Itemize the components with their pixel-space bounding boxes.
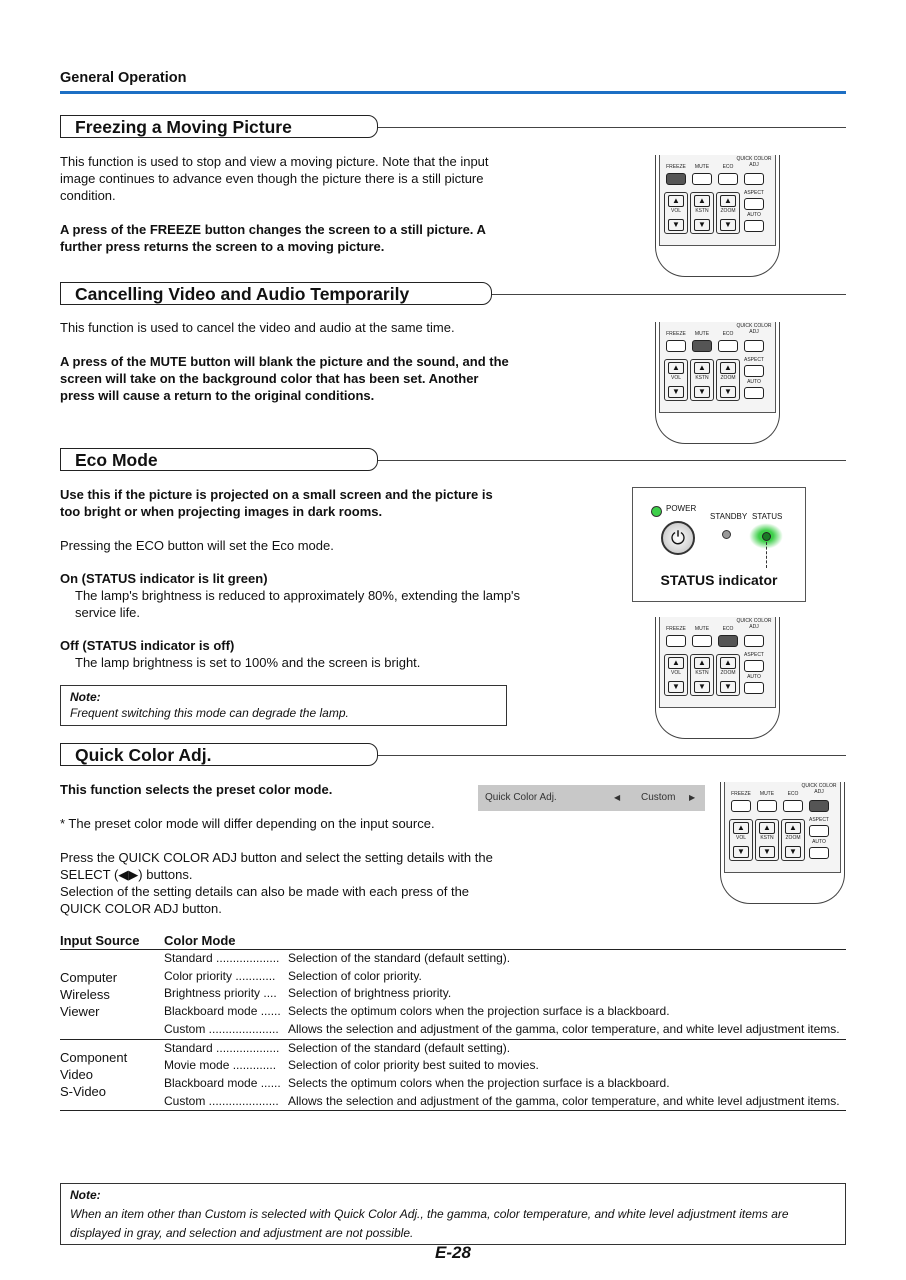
- remote-freeze-button: [731, 800, 751, 812]
- remote-qca-button: [744, 173, 764, 185]
- arrow-up-icon: ▲: [759, 822, 775, 834]
- standby-label: STANDBY: [710, 512, 748, 521]
- remote-label-vol: VOL: [670, 375, 681, 381]
- remote-label-freeze: FREEZE: [666, 331, 686, 337]
- remote-label-vol: VOL: [670, 208, 681, 214]
- remote-qca-illustration: [720, 782, 845, 905]
- power-button-icon: ⏻: [661, 521, 695, 555]
- qca-intro: This function selects the preset color mode.: [60, 782, 333, 797]
- remote-freeze-button: [666, 635, 686, 647]
- remote-label-auto: AUTO: [747, 379, 761, 385]
- color-mode-row: [164, 1093, 846, 1111]
- power-label: POWER: [666, 504, 697, 513]
- color-mode-row: [164, 968, 846, 986]
- remote-label-zoom: ZOOM: [720, 670, 736, 676]
- section-rule: [485, 294, 846, 295]
- mode-name: Custom .....................: [164, 1021, 279, 1036]
- arrow-up-icon: ▲: [720, 362, 736, 374]
- remote-eco-button: [718, 173, 738, 185]
- table-row-group: [60, 950, 846, 1040]
- remote-eco-button: [718, 340, 738, 352]
- arrow-up-icon: ▲: [785, 822, 801, 834]
- remote-label-qca: QUICK COLOR ADJ: [736, 156, 772, 168]
- remote-label-aspect: ASPECT: [743, 652, 764, 658]
- remote-label-vol: VOL: [735, 835, 746, 841]
- eco-press: Pressing the ECO button will set the Eco mode.: [60, 538, 334, 553]
- freeze-intro: This function is used to stop and view a moving picture. Note that the input image continues to advance even though the picture there is a still picture condition.: [60, 154, 489, 203]
- section-title-qca: Quick Color Adj.: [60, 743, 378, 766]
- remote-freeze-illustration: [655, 155, 780, 278]
- color-mode-row: [164, 985, 846, 1003]
- color-mode-row: [164, 950, 846, 968]
- remote-label-aspect: ASPECT: [808, 817, 829, 823]
- remote-eco-illustration: [655, 617, 780, 740]
- standby-led-icon: [722, 530, 731, 539]
- mode-name: Custom .....................: [164, 1093, 279, 1108]
- arrow-down-icon: ▼: [785, 846, 801, 858]
- arrow-up-icon: ▲: [668, 362, 684, 374]
- arrow-up-icon: ▲: [668, 195, 684, 207]
- mode-description: Selection of the standard (default setting).: [288, 1040, 511, 1055]
- remote-vol-group: [664, 359, 688, 401]
- remote-zoom-group: [716, 654, 740, 696]
- color-mode-row: [164, 1003, 846, 1021]
- mode-name: Blackboard mode ......: [164, 1004, 281, 1019]
- note-text: Frequent switching this mode can degrade the lamp.: [70, 706, 349, 720]
- remote-kstn-group: [690, 192, 714, 234]
- color-mode-row: [164, 1057, 846, 1075]
- mode-description: Selection of color priority best suited to movies.: [288, 1058, 539, 1073]
- mode-description: Selection of the standard (default setting).: [288, 951, 511, 965]
- pointer-line: [766, 542, 767, 568]
- mode-name: Standard ...................: [164, 951, 280, 965]
- remote-zoom-group: [781, 819, 805, 861]
- remote-auto-button: [744, 220, 764, 232]
- remote-label-aspect: ASPECT: [743, 357, 764, 363]
- remote-qca-button: [744, 635, 764, 647]
- arrow-left-icon: ◀: [614, 793, 621, 802]
- remote-aspect-button: [809, 825, 829, 837]
- remote-eco-button: [718, 635, 738, 647]
- remote-label-qca: QUICK COLOR ADJ: [801, 783, 837, 795]
- remote-mute-button: [692, 635, 712, 647]
- input-source-cell: [60, 950, 164, 1040]
- eco-off-title: Off (STATUS indicator is off): [60, 638, 235, 653]
- remote-aspect-button: [744, 198, 764, 210]
- remote-label-vol: VOL: [670, 670, 681, 676]
- remote-label-qca: QUICK COLOR ADJ: [736, 323, 772, 335]
- status-label: STATUS: [752, 512, 783, 521]
- arrow-up-icon: ▲: [694, 657, 710, 669]
- chapter-header: General Operation: [60, 70, 187, 86]
- mode-name: Standard ...................: [164, 1040, 280, 1055]
- remote-label-kstn: KSTN: [695, 208, 709, 214]
- remote-label-kstn: KSTN: [760, 835, 774, 841]
- eco-note: [60, 685, 507, 726]
- remote-mute-button: [692, 340, 712, 352]
- input-source: Component: [60, 1050, 128, 1066]
- arrow-down-icon: ▼: [668, 386, 684, 398]
- remote-label-zoom: ZOOM: [720, 375, 736, 381]
- section-rule: [370, 755, 846, 756]
- remote-aspect-button: [744, 365, 764, 377]
- arrow-up-icon: ▲: [668, 657, 684, 669]
- remote-label-auto: AUTO: [812, 839, 826, 845]
- mode-description: Allows the selection and adjustment of the gamma, color temperature, and white level adjustment items.: [288, 1021, 840, 1036]
- color-mode-row: [164, 1075, 846, 1093]
- remote-auto-button: [744, 682, 764, 694]
- remote-label-kstn: KSTN: [695, 670, 709, 676]
- menu-label: Quick Color Adj.: [485, 792, 557, 803]
- remote-aspect-button: [744, 660, 764, 672]
- status-indicator-panel: [632, 487, 806, 602]
- note-title: Note:: [70, 1188, 101, 1202]
- remote-label-eco: ECO: [722, 626, 734, 632]
- eco-on-text: The lamp's brightness is reduced to approximately 80%, extending the lamp's service life.: [75, 588, 521, 620]
- color-mode-row: [164, 1021, 846, 1039]
- remote-label-mute: MUTE: [694, 626, 710, 632]
- remote-label-freeze: FREEZE: [666, 164, 686, 170]
- remote-kstn-group: [690, 654, 714, 696]
- remote-label-mute: MUTE: [694, 164, 710, 170]
- remote-qca-button: [744, 340, 764, 352]
- arrow-down-icon: ▼: [720, 219, 736, 231]
- remote-label-eco: ECO: [787, 791, 799, 797]
- qca-selection: Selection of the setting details can also be made with each press of the QUICK COLOR ADJ button.: [60, 884, 470, 916]
- mode-description: Selection of brightness priority.: [288, 986, 452, 1001]
- remote-panel: [659, 155, 776, 246]
- col-header-input-source: Input Source: [60, 932, 164, 950]
- arrow-down-icon: ▼: [720, 681, 736, 693]
- arrow-down-icon: ▼: [759, 846, 775, 858]
- qca-press: Press the QUICK COLOR ADJ button and select the setting details with the SELECT (◀▶) buttons.: [60, 850, 493, 882]
- mode-description: Allows the selection and adjustment of the gamma, color temperature, and white level adjustment items.: [288, 1093, 840, 1108]
- remote-zoom-group: [716, 359, 740, 401]
- remote-label-mute: MUTE: [694, 331, 710, 337]
- cancel-instruction: A press of the MUTE button will blank the picture and the sound, and the screen will take on the background color that has been set. Another press will cause a return to the original conditions.: [60, 354, 509, 403]
- section-title-eco: Eco Mode: [60, 448, 378, 471]
- section-title-cancel: Cancelling Video and Audio Temporarily: [60, 282, 492, 305]
- section-rule: [370, 460, 846, 461]
- freeze-instruction: A press of the FREEZE button changes the screen to a still picture. A further press returns the screen to a moving picture.: [60, 222, 486, 254]
- remote-auto-button: [744, 387, 764, 399]
- remote-label-zoom: ZOOM: [785, 835, 801, 841]
- arrow-down-icon: ▼: [694, 219, 710, 231]
- quick-color-menu-bar: [478, 785, 705, 811]
- eco-on-title: On (STATUS indicator is lit green): [60, 571, 268, 586]
- col-header-color-mode: Color Mode: [164, 932, 846, 950]
- mode-description: Selects the optimum colors when the projection surface is a blackboard.: [288, 1075, 670, 1090]
- remote-mute-button: [757, 800, 777, 812]
- qca-note: * The preset color mode will differ depending on the input source.: [60, 816, 435, 831]
- input-source: Computer: [60, 969, 118, 985]
- arrow-up-icon: ▲: [720, 657, 736, 669]
- qca-note-box: [60, 1183, 846, 1245]
- remote-label-auto: AUTO: [747, 674, 761, 680]
- arrow-down-icon: ▼: [694, 386, 710, 398]
- remote-kstn-group: [690, 359, 714, 401]
- arrow-up-icon: ▲: [720, 195, 736, 207]
- remote-eco-button: [783, 800, 803, 812]
- remote-mute-illustration: [655, 322, 780, 445]
- eco-off-text: The lamp brightness is set to 100% and the screen is bright.: [75, 655, 421, 670]
- arrow-up-icon: ▲: [733, 822, 749, 834]
- input-source: Viewer: [60, 1003, 100, 1019]
- remote-zoom-group: [716, 192, 740, 234]
- remote-qca-button: [809, 800, 829, 812]
- color-mode-cell: [164, 950, 846, 1040]
- remote-vol-group: [664, 654, 688, 696]
- input-source-cell: [60, 1039, 164, 1111]
- input-source: Wireless: [60, 986, 110, 1002]
- remote-label-aspect: ASPECT: [743, 190, 764, 196]
- remote-panel: [659, 322, 776, 413]
- arrow-down-icon: ▼: [694, 681, 710, 693]
- mode-name: Brightness priority ....: [164, 986, 277, 1001]
- remote-panel: [724, 782, 841, 873]
- color-mode-table: [60, 932, 846, 1111]
- remote-auto-button: [809, 847, 829, 859]
- table-row-group: [60, 1039, 846, 1111]
- section-title-freeze: Freezing a Moving Picture: [60, 115, 378, 138]
- input-source: Video: [60, 1067, 94, 1083]
- cancel-intro: This function is used to cancel the video and audio at the same time.: [60, 320, 455, 335]
- power-led-icon: [651, 506, 662, 517]
- arrow-down-icon: ▼: [733, 846, 749, 858]
- arrow-down-icon: ▼: [668, 219, 684, 231]
- remote-vol-group: [729, 819, 753, 861]
- remote-freeze-button: [666, 173, 686, 185]
- remote-label-kstn: KSTN: [695, 375, 709, 381]
- color-mode-row: [164, 1040, 846, 1058]
- arrow-right-icon: ▶: [689, 793, 696, 802]
- remote-label-auto: AUTO: [747, 212, 761, 218]
- mode-name: Movie mode .............: [164, 1058, 277, 1073]
- remote-mute-button: [692, 173, 712, 185]
- remote-vol-group: [664, 192, 688, 234]
- mode-description: Selection of color priority.: [288, 968, 422, 983]
- mode-name: Color priority ............: [164, 968, 276, 983]
- mode-name: Blackboard mode ......: [164, 1075, 281, 1090]
- status-caption: STATUS indicator: [660, 572, 778, 588]
- note-text: When an item other than Custom is selected with Quick Color Adj., the gamma, color temperature, and white level adjustment items are displayed in gray, and selection and adjustment are not possible.: [70, 1207, 789, 1240]
- remote-label-qca: QUICK COLOR ADJ: [736, 618, 772, 630]
- header-rule: [60, 91, 846, 94]
- remote-label-eco: ECO: [722, 164, 734, 170]
- eco-intro: Use this if the picture is projected on a small screen and the picture is too bright or when projecting images in dark rooms.: [60, 487, 493, 519]
- note-title: Note:: [70, 690, 101, 704]
- remote-label-freeze: FREEZE: [731, 791, 751, 797]
- remote-kstn-group: [755, 819, 779, 861]
- remote-label-mute: MUTE: [759, 791, 775, 797]
- menu-value: Custom: [641, 792, 676, 803]
- arrow-down-icon: ▼: [720, 386, 736, 398]
- arrow-down-icon: ▼: [668, 681, 684, 693]
- remote-label-eco: ECO: [722, 331, 734, 337]
- remote-label-freeze: FREEZE: [666, 626, 686, 632]
- remote-panel: [659, 617, 776, 708]
- remote-label-zoom: ZOOM: [720, 208, 736, 214]
- status-led-icon: [762, 532, 771, 541]
- color-mode-cell: [164, 1039, 846, 1111]
- input-source: S-Video: [60, 1084, 107, 1100]
- arrow-up-icon: ▲: [694, 362, 710, 374]
- page-number: E-28: [435, 1243, 471, 1262]
- mode-description: Selects the optimum colors when the projection surface is a blackboard.: [288, 1004, 670, 1019]
- remote-freeze-button: [666, 340, 686, 352]
- section-rule: [370, 127, 846, 128]
- arrow-up-icon: ▲: [694, 195, 710, 207]
